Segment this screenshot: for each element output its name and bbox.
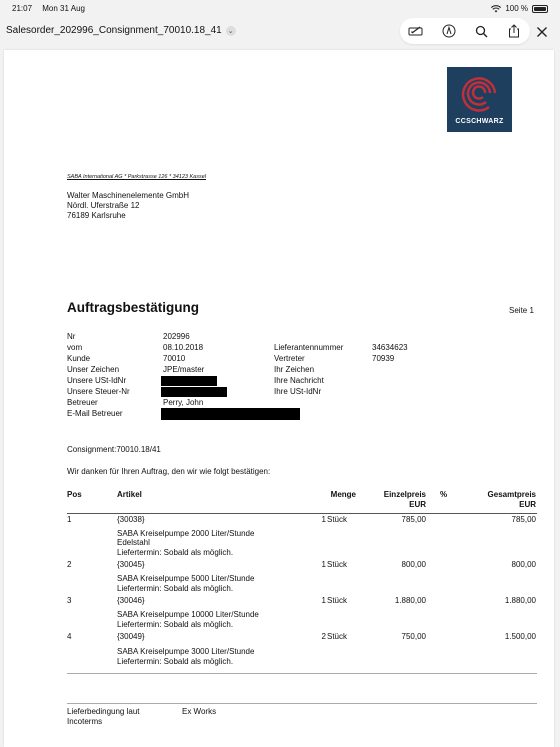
info-label: E-Mail Betreuer (67, 409, 123, 418)
delivery-terms-value: Ex Works (182, 707, 217, 716)
col-header-gesamtpreis-unit: EUR (519, 500, 536, 509)
row-code: {30045} (117, 560, 145, 569)
consignment-text: Consignment:70010.18/41 (67, 445, 161, 454)
row-einzelpreis: 785,00 (401, 515, 426, 524)
row-gesamtpreis: 800,00 (511, 560, 536, 569)
row-pos: 4 (67, 632, 72, 641)
row-pos: 1 (67, 515, 72, 524)
row-unit: Stück (327, 560, 348, 569)
row-desc: SABA Kreiselpumpe 5000 Liter/Stunde (117, 574, 255, 583)
pen-icon (442, 24, 456, 38)
status-left (12, 4, 93, 13)
document-title: Salesorder_202996_Consignment_70010.18_41 (6, 25, 222, 36)
close-button[interactable] (531, 21, 553, 43)
markup-button[interactable] (405, 20, 427, 42)
info-value: 70010 (163, 354, 186, 363)
table-header-rule (67, 513, 537, 514)
info-label: Unsere USt-IdNr (67, 376, 127, 385)
info-label: Vertreter (274, 354, 305, 363)
row-gesamtpreis: 1.500,00 (504, 632, 536, 641)
page-number: Seite 1 (509, 306, 534, 315)
recipient-line: Nördl. Uferstraße 12 (67, 201, 140, 210)
footer-rule (67, 703, 537, 704)
markup-icon (408, 25, 424, 37)
row-einzelpreis: 1.880,00 (394, 596, 426, 605)
col-header-artikel: Artikel (117, 490, 142, 499)
info-label: vom (67, 343, 83, 352)
status-bar (0, 0, 560, 16)
row-code: {30046} (117, 596, 145, 605)
info-value: 70939 (372, 354, 395, 363)
delivery-terms-label-2: Incoterms (67, 717, 103, 726)
info-value: Perry, John (163, 398, 204, 407)
row-gesamtpreis: 1.880,00 (504, 596, 536, 605)
search-icon (475, 25, 488, 38)
delivery-terms-label: Lieferbedingung laut (67, 707, 140, 716)
logo-swirl-icon (459, 73, 501, 115)
info-value: JPE/master (163, 365, 205, 374)
info-label: Ihre USt-IdNr (274, 387, 322, 396)
redaction-box (161, 408, 300, 420)
row-desc: Liefertermin: Sobald als möglich. (117, 657, 234, 666)
info-label: Betreuer (67, 398, 98, 407)
info-label: Nr (67, 332, 76, 341)
row-qty: 2 (321, 632, 326, 641)
redaction-box (161, 387, 227, 397)
row-unit: Stück (327, 632, 348, 641)
toolbar (0, 16, 560, 46)
col-header-percent: % (440, 490, 448, 499)
row-unit: Stück (327, 515, 348, 524)
document-title-menu[interactable] (6, 25, 236, 36)
row-code: {30038} (117, 515, 145, 524)
wifi-icon (491, 5, 501, 13)
info-label: Lieferantennummer (274, 343, 344, 352)
info-value: 08.10.2018 (163, 343, 204, 352)
document-page[interactable] (4, 50, 554, 747)
row-gesamtpreis: 785,00 (511, 515, 536, 524)
battery-label: 100 % (505, 4, 528, 13)
document-heading: Auftragsbestätigung (67, 300, 200, 315)
row-desc: SABA Kreiselpumpe 10000 Liter/Stunde (117, 610, 259, 619)
row-desc: Liefertermin: Sobald als möglich. (117, 548, 234, 557)
row-desc: Liefertermin: Sobald als möglich. (117, 620, 234, 629)
info-label: Kunde (67, 354, 91, 363)
tool-group (400, 18, 530, 44)
recipient-address (67, 191, 189, 221)
company-logo (447, 67, 512, 132)
table-bottom-rule (67, 673, 537, 674)
col-header-pos: Pos (67, 490, 82, 499)
row-qty: 1 (321, 560, 326, 569)
row-desc: SABA Kreiselpumpe 3000 Liter/Stunde (117, 647, 255, 656)
row-unit: Stück (327, 596, 348, 605)
status-time: 21:07 (12, 4, 33, 13)
row-pos: 3 (67, 596, 72, 605)
pen-button[interactable] (438, 20, 460, 42)
info-label: Unsere Steuer-Nr (67, 387, 130, 396)
row-desc: Edelstahl (117, 538, 150, 547)
col-header-einzelpreis-unit: EUR (409, 500, 426, 509)
info-value: 202996 (163, 332, 190, 341)
row-qty: 1 (321, 596, 326, 605)
recipient-line: Walter Maschinenelemente GmbH (67, 191, 189, 200)
search-button[interactable] (470, 20, 492, 42)
col-header-einzelpreis: Einzelpreis (383, 490, 426, 499)
logo-text: CCSCHWARZ (455, 118, 504, 125)
row-qty: 1 (321, 515, 326, 524)
recipient-line: 76189 Karlsruhe (67, 211, 126, 220)
row-desc: SABA Kreiselpumpe 2000 Liter/Stunde (117, 529, 255, 538)
sender-line: SABA International AG * Parkstrasse 126 * 34123 Kassel (67, 174, 207, 180)
col-header-menge: Menge (330, 490, 356, 499)
close-icon (536, 26, 548, 38)
col-header-gesamtpreis: Gesamtpreis (487, 490, 536, 499)
info-value: 34634623 (372, 343, 408, 352)
battery-icon (532, 5, 548, 13)
row-einzelpreis: 750,00 (401, 632, 426, 641)
status-right (491, 4, 548, 13)
info-label: Ihre Nachricht (274, 376, 324, 385)
redaction-box (161, 376, 217, 386)
row-code: {30049} (117, 632, 145, 641)
row-einzelpreis: 800,00 (401, 560, 426, 569)
row-pos: 2 (67, 560, 72, 569)
info-label: Ihr Zeichen (274, 365, 315, 374)
chevron-down-icon: ⌄ (226, 26, 236, 36)
share-button[interactable] (503, 20, 525, 42)
thanks-text: Wir danken für Ihren Auftrag, den wir wie folgt bestätigen: (67, 467, 271, 476)
info-label: Unser Zeichen (67, 365, 120, 374)
share-icon (508, 24, 520, 38)
status-date: Mon 31 Aug (42, 4, 85, 13)
row-desc: Liefertermin: Sobald als möglich. (117, 584, 234, 593)
